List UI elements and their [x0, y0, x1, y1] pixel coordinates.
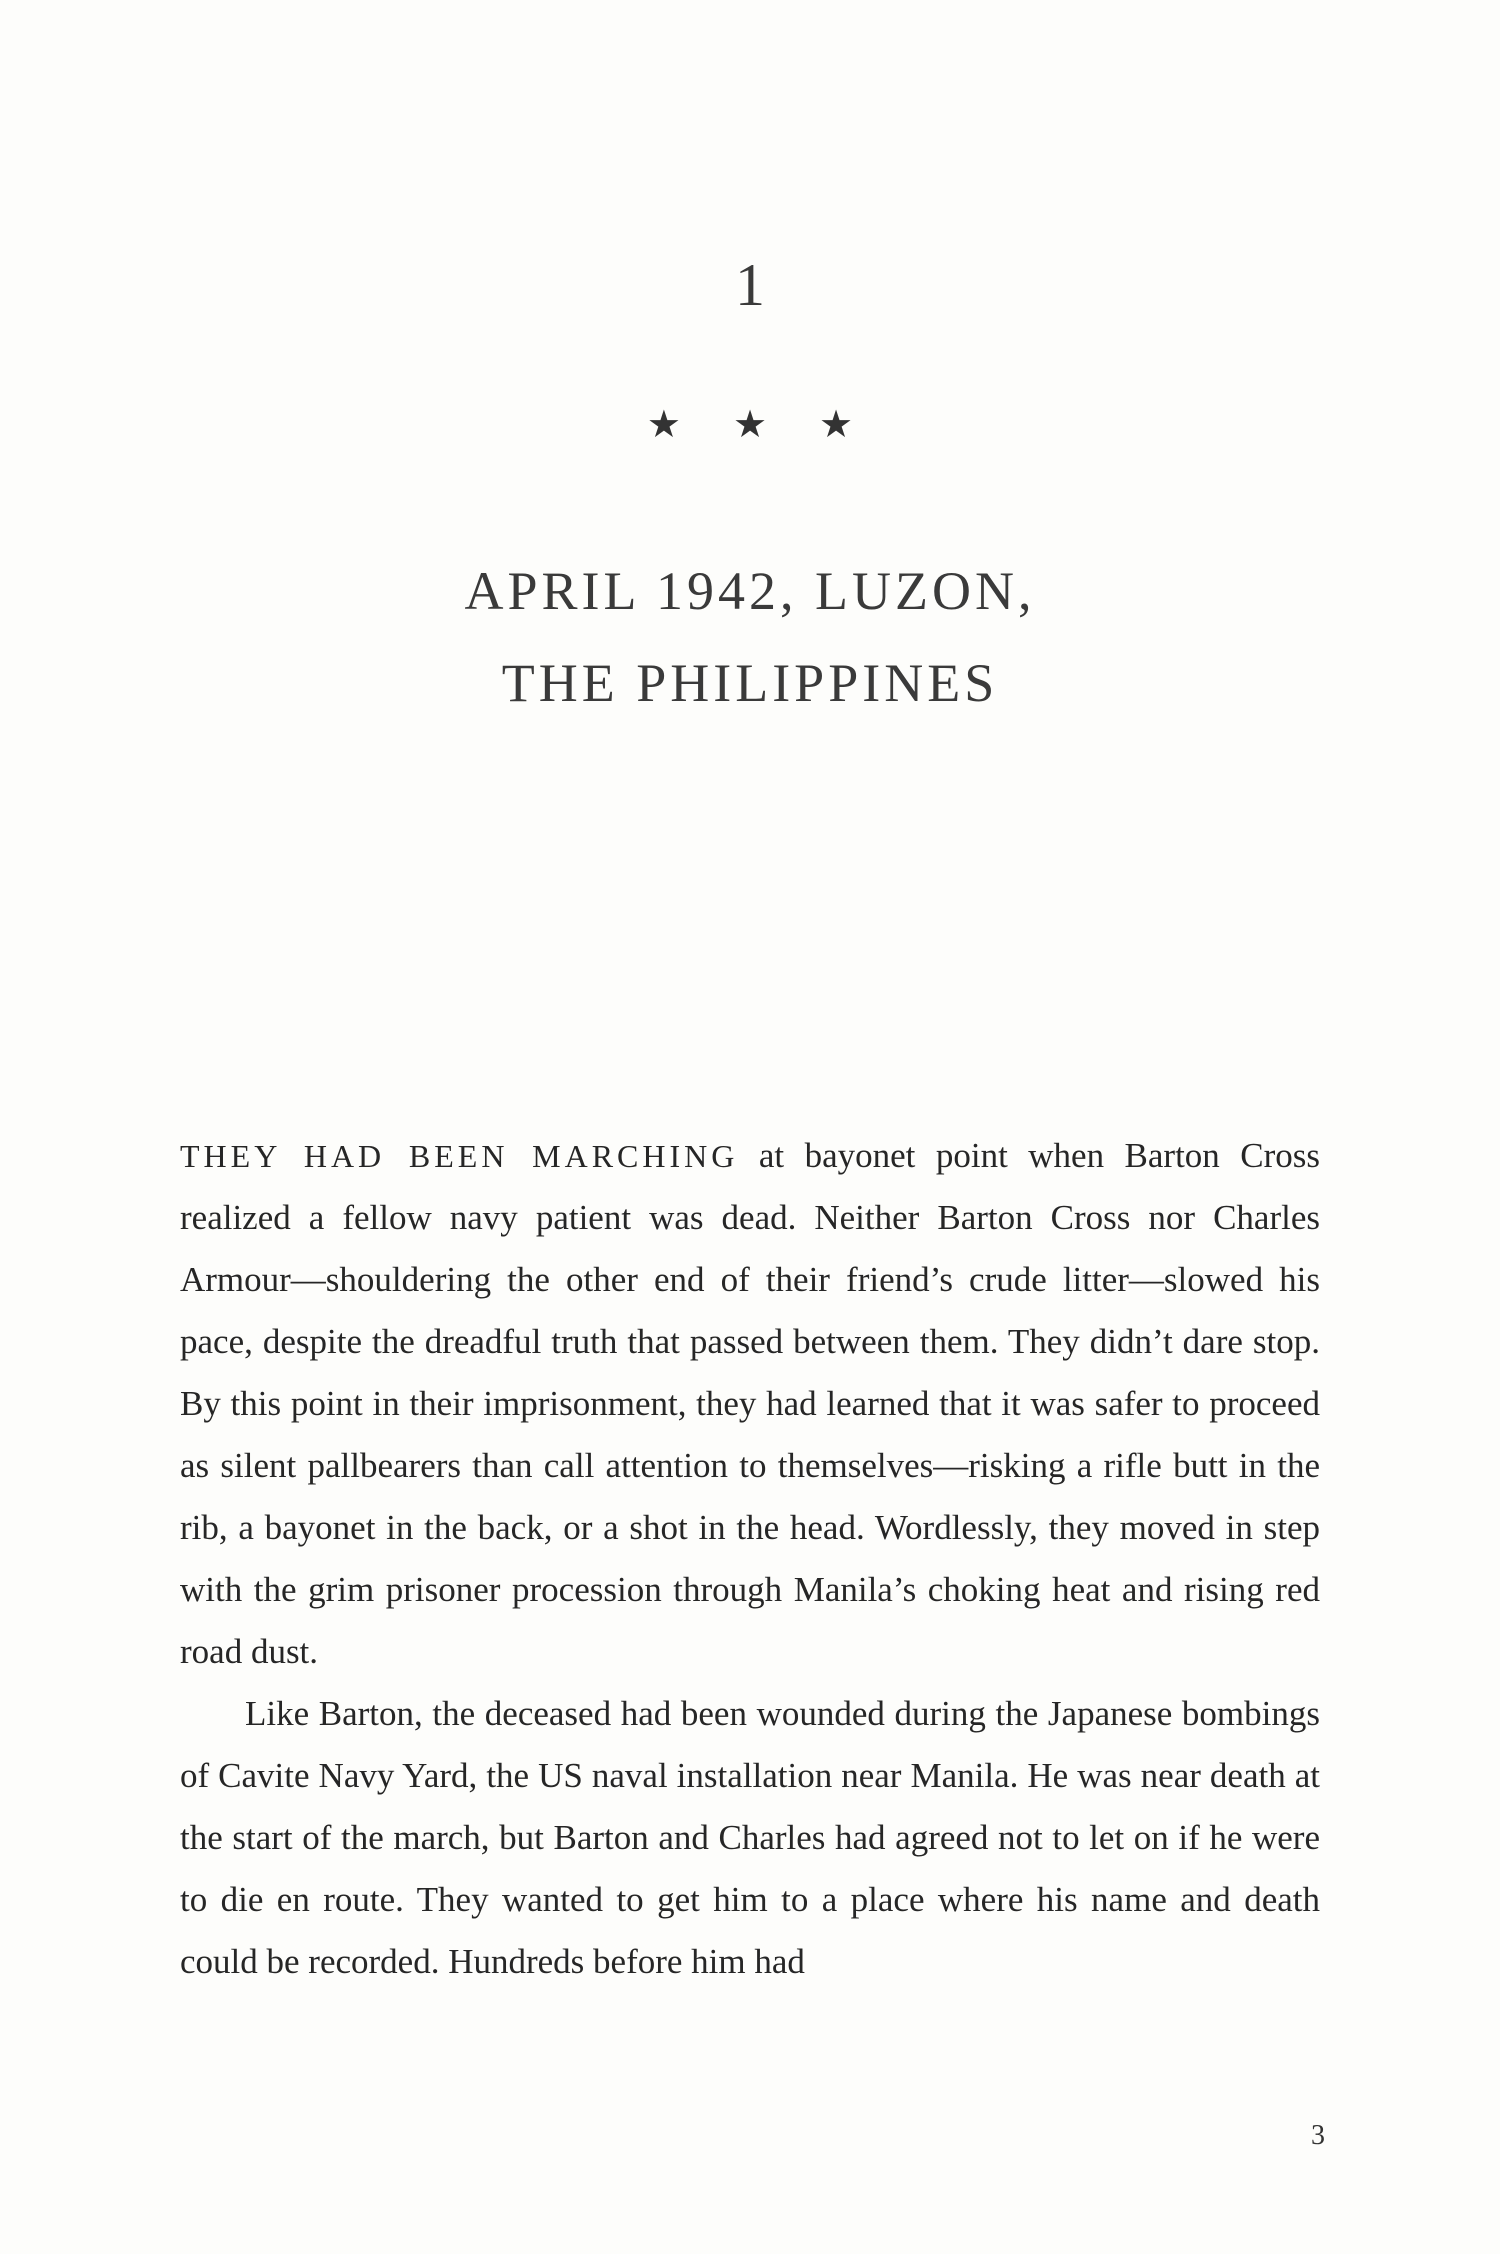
paragraph: Like Barton, the deceased had been wounded during the Japanese bombings of Cavite Navy Yard, the US naval installation near Manila. He was near death at the start of the march, but Barton and Charles had agreed not to let on if he were to die en route. They wanted to get him to a place where his name and death could be recorded. Hundreds before him had	[180, 1694, 1320, 1981]
chapter-title	[0, 545, 1500, 729]
paragraph-lead-in: THEY HAD BEEN MARCHING	[180, 1138, 739, 1174]
body-text	[180, 1125, 1320, 1993]
chapter-ornament	[0, 400, 1500, 450]
chapter-number: 1	[735, 252, 765, 318]
star-icon: ★	[646, 404, 681, 446]
paragraph-text: at bayonet point when Barton Cross realized a fellow navy patient was dead. Neither Barton Cross nor Charles Armour—shouldering the other end of their friend’s crude litter—slowed his pace, despite the dreadful truth that passed between them. They didn’t dare stop. By this point in their imprisonment, they had learned that it was safer to proceed as silent pallbearers than call attention to themselves—risking a rifle butt in the rib, a bayonet in the back, or a shot in the head. Wordlessly, they moved in step with the grim prisoner procession through Manila’s choking heat and rising red road dust.	[180, 1136, 1321, 1671]
star-icon: ★	[819, 404, 854, 446]
chapter-title-line: THE PHILIPPINES	[501, 653, 999, 713]
star-icon: ★	[732, 404, 768, 446]
page-number: 3	[1311, 2120, 1325, 2151]
paragraph	[180, 1125, 1320, 1683]
chapter-title-line: APRIL 1942, LUZON,	[464, 561, 1036, 621]
